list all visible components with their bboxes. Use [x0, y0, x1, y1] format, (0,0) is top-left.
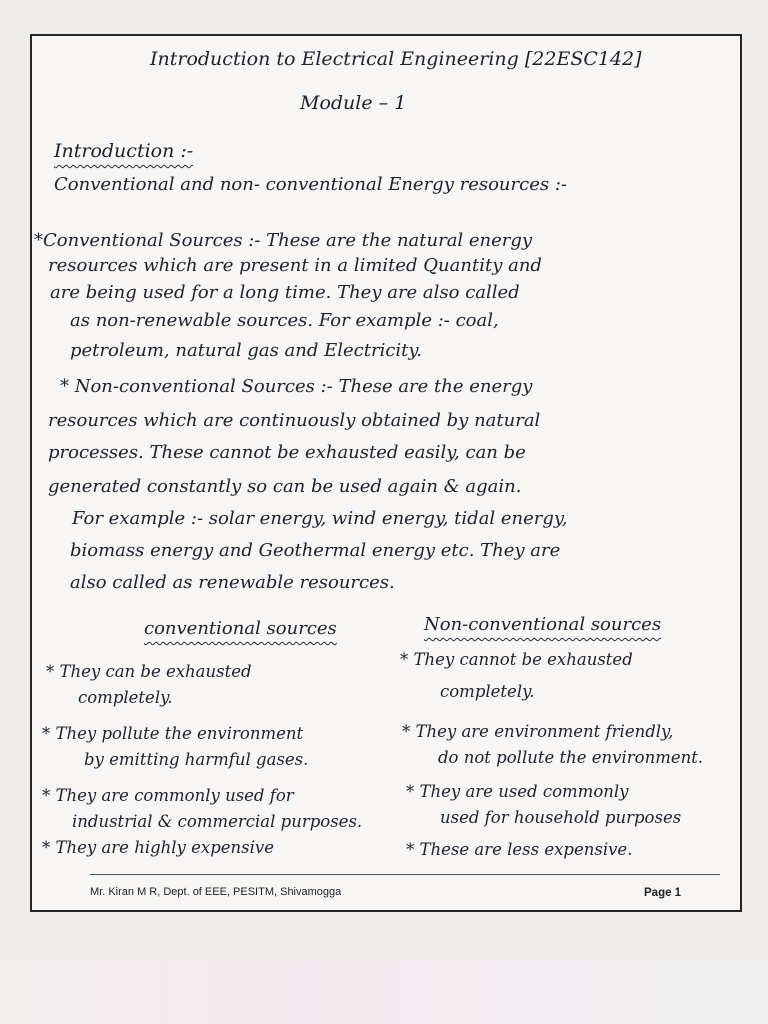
- right-line-7: * These are less expensive.: [406, 840, 633, 859]
- nonconv-line-1: * Non-conventional Sources :- These are the energy: [60, 376, 533, 397]
- right-line-5: * They are used commonly: [406, 782, 629, 801]
- conv-line-5: petroleum, natural gas and Electricity.: [70, 340, 422, 361]
- nonconv-line-4: generated constantly so can be used again & again.: [48, 476, 522, 497]
- left-column-heading: conventional sources: [144, 618, 337, 639]
- right-line-1: * They cannot be exhausted: [400, 650, 633, 669]
- left-line-6: industrial & commercial purposes.: [72, 812, 363, 831]
- right-column-heading: Non-conventional sources: [424, 614, 662, 635]
- subheading: Conventional and non- conventional Energy resources :-: [54, 174, 567, 195]
- right-line-4: do not pollute the environment.: [438, 748, 704, 767]
- left-line-3: * They pollute the environment: [42, 724, 304, 743]
- conv-line-1: *Conventional Sources :- These are the natural energy: [34, 230, 533, 251]
- module-label: Module – 1: [300, 92, 407, 114]
- nonconv-line-7: also called as renewable resources.: [70, 572, 395, 593]
- nonconv-line-2: resources which are continuously obtained by natural: [48, 410, 541, 431]
- right-line-3: * They are environment friendly,: [402, 722, 674, 741]
- right-line-2: completely.: [440, 682, 535, 701]
- left-line-1: * They can be exhausted: [46, 662, 252, 681]
- left-line-4: by emitting harmful gases.: [84, 750, 309, 769]
- left-line-7: * They are highly expensive: [42, 838, 274, 857]
- left-line-2: completely.: [78, 688, 173, 707]
- left-line-5: * They are commonly used for: [42, 786, 294, 805]
- nonconv-line-6: biomass energy and Geothermal energy etc. They are: [70, 540, 561, 561]
- notes-page: [30, 34, 742, 912]
- page-title: Introduction to Electrical Engineering [22ESC142]: [150, 48, 642, 70]
- intro-heading: Introduction :-: [54, 140, 194, 162]
- conv-line-3: are being used for a long time. They are also called: [50, 282, 520, 303]
- footer-page-number: Page 1: [644, 887, 682, 899]
- footer-rule: [90, 874, 720, 875]
- nonconv-line-3: processes. These cannot be exhausted easily, can be: [48, 442, 526, 463]
- page-bottom-shadow: [0, 960, 768, 1024]
- right-line-6: used for household purposes: [440, 808, 682, 827]
- footer-author: Mr. Kiran M R, Dept. of EEE, PESITM, Shivamogga: [90, 886, 342, 898]
- conv-line-4: as non-renewable sources. For example :- coal,: [70, 310, 499, 331]
- conv-line-2: resources which are present in a limited Quantity and: [48, 255, 542, 276]
- nonconv-line-5: For example :- solar energy, wind energy, tidal energy,: [72, 508, 568, 529]
